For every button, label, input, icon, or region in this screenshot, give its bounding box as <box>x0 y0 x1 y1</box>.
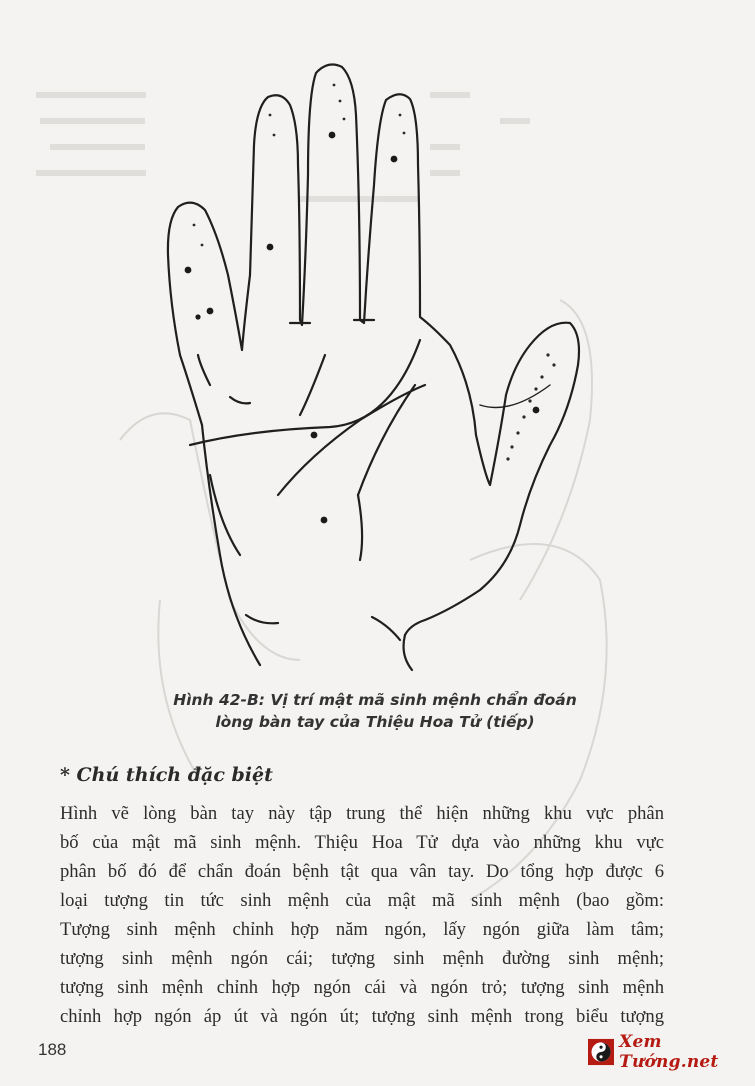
body-paragraph <box>60 799 664 1031</box>
paragraph-line: phân bố đó để chẩn đoán bệnh tật qua vân tay. Do tổng hợp được 6 <box>60 861 664 882</box>
paragraph-line: Hình vẽ lòng bàn tay này tập trung thể hiện những khu vực phân <box>60 803 664 824</box>
watermark[interactable] <box>588 1032 748 1072</box>
figure-caption-line-1: Hình 42-B: Vị trí mật mã sinh mệnh chẩn đoán <box>173 691 577 709</box>
yin-yang-icon <box>588 1037 614 1067</box>
paragraph-line: loại tượng tin tức sinh mệnh của mật mã sinh mệnh (bao gồm: <box>60 890 664 911</box>
paragraph-line: Tượng sinh mệnh chỉnh hợp năm ngón, lấy ngón giữa làm tâm; <box>60 919 664 940</box>
paragraph-line: tượng sinh mệnh ngón cái; tượng sinh mệnh đường sinh mệnh; <box>60 948 664 969</box>
paragraph-line: tượng sinh mệnh chỉnh hợp ngón cái và ngón trỏ; tượng sinh mệnh <box>60 977 664 998</box>
figure-caption-line-2: lòng bàn tay của Thiệu Hoa Tử (tiếp) <box>215 713 535 731</box>
hand-outline <box>168 65 579 665</box>
watermark-text: Xem Tướng.net <box>619 1032 719 1072</box>
page-number: 188 <box>38 1040 67 1059</box>
section-heading: * Chú thích đặc biệt <box>60 764 273 786</box>
palm-hand-diagram <box>150 55 600 685</box>
paragraph-line: chỉnh hợp ngón áp út và ngón út; tượng sinh mệnh trong biểu tượng <box>60 1006 664 1027</box>
paragraph-line: bố của mật mã sinh mệnh. Thiệu Hoa Tử dựa vào những khu vực <box>60 832 664 853</box>
